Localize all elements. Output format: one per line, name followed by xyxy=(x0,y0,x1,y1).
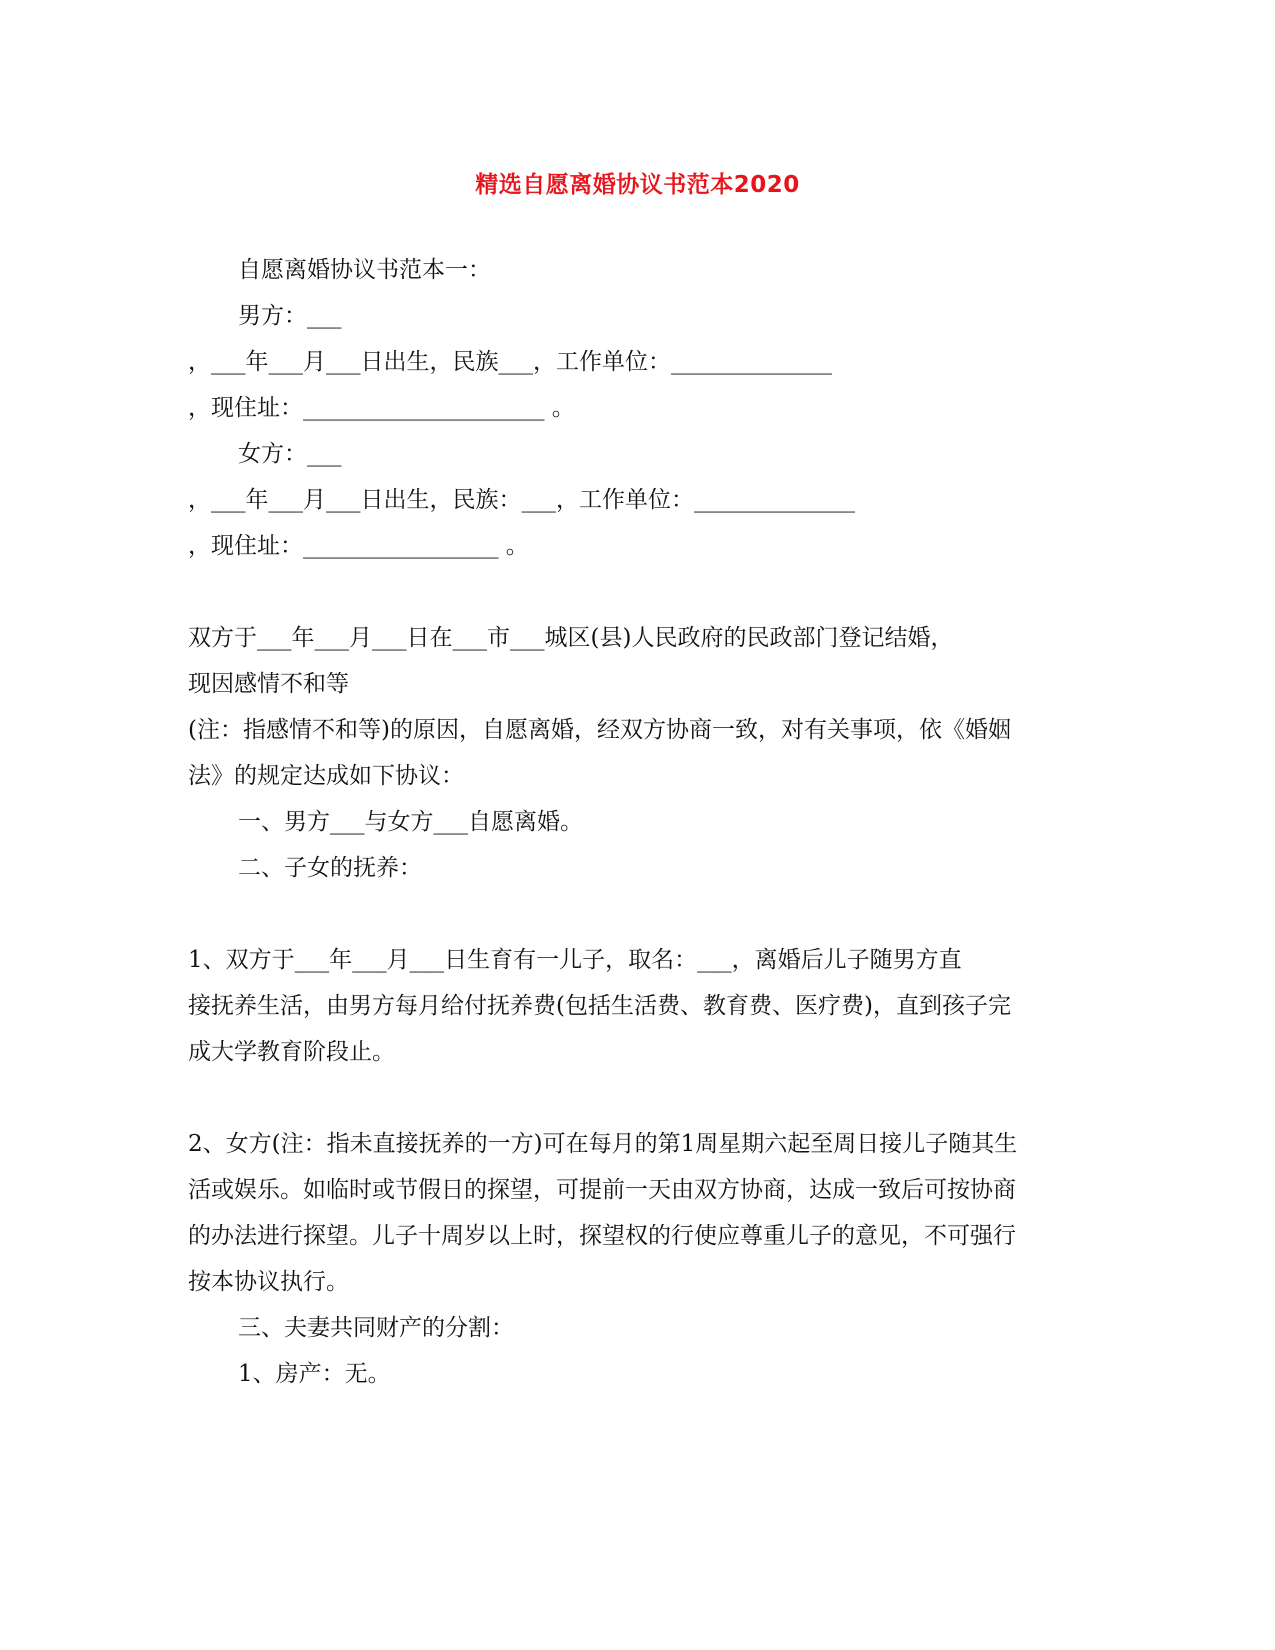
paragraph-line: 2、女方(注：指未直接抚养的一方)可在每月的第1周星期六起至周日接儿子随其生 xyxy=(188,1131,1018,1157)
paragraph-line: 法》的规定达成如下协议： xyxy=(188,763,464,789)
paragraph-line: 双方于___年___月___日在___市___城区(县)人民政府的民政部门登记结婚， xyxy=(188,625,954,651)
female-birth-line: ，___年___月___日出生，民族：___，工作单位：______________ xyxy=(188,487,855,513)
document-title: 精选自愿离婚协议书范本2020 xyxy=(475,172,800,198)
paragraph-line: (注：指感情不和等)的原因，自愿离婚，经双方协商一致，对有关事项，依《婚姻 xyxy=(188,717,1011,743)
male-address-line: ，现住址：_____________________ 。 xyxy=(188,395,575,421)
male-party-line: 男方：___ xyxy=(238,303,342,329)
male-birth-line: ，___年___月___日出生，民族___，工作单位：______________ xyxy=(188,349,832,375)
paragraph-line: 按本协议执行。 xyxy=(188,1269,349,1295)
paragraph-line: 1、双方于___年___月___日生育有一儿子，取名：___，离婚后儿子随男方直 xyxy=(188,947,962,973)
clause-two-heading: 二、子女的抚养： xyxy=(238,855,422,881)
paragraph-line: 现因感情不和等 xyxy=(188,671,349,697)
section-heading: 自愿离婚协议书范本一： xyxy=(238,257,491,283)
female-party-line: 女方：___ xyxy=(238,441,342,467)
clause-one: 一、男方___与女方___自愿离婚。 xyxy=(238,809,583,835)
paragraph-line: 接抚养生活，由男方每月给付抚养费(包括生活费、教育费、医疗费)，直到孩子完 xyxy=(188,993,1011,1019)
clause-three-heading: 三、夫妻共同财产的分割： xyxy=(238,1315,514,1341)
female-address-line: ，现住址：_________________ 。 xyxy=(188,533,529,559)
property-line: 1、房产：无。 xyxy=(238,1361,391,1387)
paragraph-line: 的办法进行探望。儿子十周岁以上时，探望权的行使应尊重儿子的意见，不可强行 xyxy=(188,1223,1016,1249)
paragraph-line: 活或娱乐。如临时或节假日的探望，可提前一天由双方协商，达成一致后可按协商 xyxy=(188,1177,1016,1203)
paragraph-line: 成大学教育阶段止。 xyxy=(188,1039,395,1065)
